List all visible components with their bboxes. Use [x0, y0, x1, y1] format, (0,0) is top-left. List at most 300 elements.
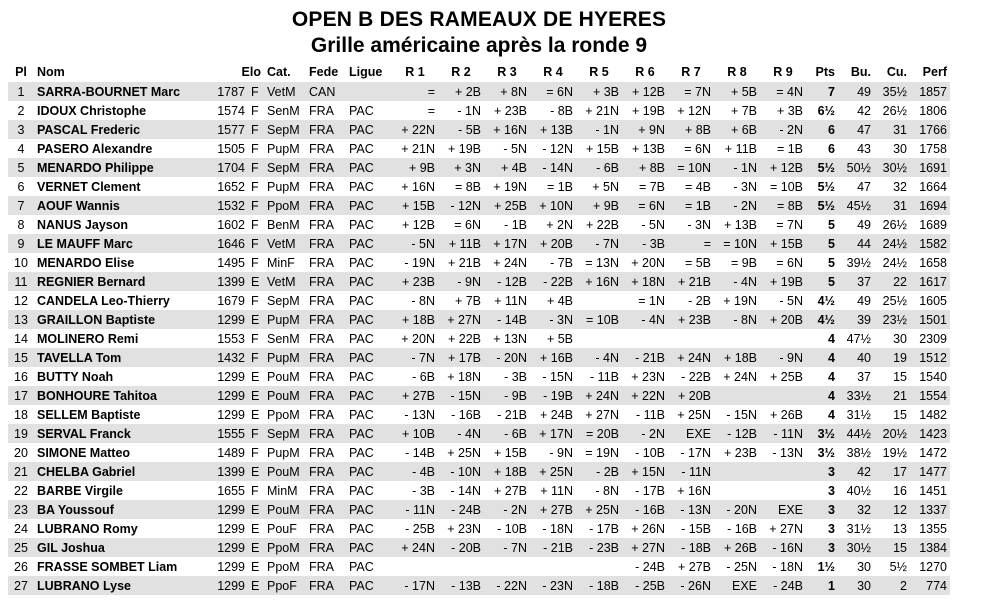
cell-name: NANUS Jayson [37, 217, 128, 232]
cell-elo: 1399 [208, 462, 248, 481]
cell-round-5: = 19N [585, 445, 619, 460]
cell-round-8: - 1N [714, 158, 760, 177]
cell-round-9: - 5N [779, 293, 803, 308]
cell-buchholz: 38½ [846, 445, 871, 460]
cell-round-7: - 18B [668, 538, 714, 557]
table-row [8, 424, 950, 443]
cell-federation: FRA [309, 559, 334, 574]
cell-buchholz: 50½ [838, 158, 874, 177]
cell-round-2: - 1N [457, 103, 481, 118]
table-row [8, 82, 950, 101]
cell-name: SARRA-BOURNET Marc [34, 82, 208, 101]
cell-round-6: + 19B [631, 103, 665, 118]
cell-cumulative: 31 [874, 196, 910, 215]
cell-round-4: + 2N [546, 217, 573, 232]
cell-round-2: - 20B [438, 538, 484, 557]
cell-round-1 [392, 557, 438, 576]
cell-elo: 1299 [217, 521, 245, 536]
cell-round-2: = 6N [454, 217, 481, 232]
cell-round-7: = 7N [668, 82, 714, 101]
cell-cumulative: 12 [874, 500, 910, 519]
cell-category: PupM [267, 445, 300, 460]
cell-round-6: + 23N [631, 369, 665, 384]
cell-performance: 1355 [919, 521, 947, 536]
cell-elo-flag: F [248, 158, 264, 177]
cell-category: PouM [264, 386, 306, 405]
cell-buchholz: 40 [838, 348, 874, 367]
cell-points: 3 [806, 462, 838, 481]
cell-round-3: - 9B [484, 386, 530, 405]
cell-points: 3½ [806, 424, 838, 443]
cell-round-9: + 26B [769, 407, 803, 422]
cell-buchholz: 47½ [846, 331, 871, 346]
cell-federation: FRA [309, 407, 334, 422]
cell-round-4 [530, 557, 576, 576]
cell-cumulative: 25½ [882, 293, 907, 308]
cell-performance: 1451 [919, 483, 947, 498]
header-perf: Perf [922, 65, 947, 79]
cell-points: 3 [806, 538, 838, 557]
cell-round-5: - 4N [576, 348, 622, 367]
cell-performance: 1501 [910, 310, 950, 329]
cell-round-5: + 27N [585, 407, 619, 422]
cell-buchholz: 31½ [846, 521, 871, 536]
cell-round-8: + 11B [724, 141, 757, 156]
cell-federation: FRA [306, 500, 346, 519]
cell-round-3: - 6B [484, 424, 530, 443]
cell-round-7: + 20B [668, 386, 714, 405]
cell-name: CANDELA Leo-Thierry [37, 293, 170, 308]
cell-federation: FRA [309, 179, 334, 194]
cell-category: PpoM [267, 407, 300, 422]
cell-round-5 [576, 329, 622, 348]
cell-round-3: + 16N [484, 120, 530, 139]
cell-round-5: - 6B [576, 158, 622, 177]
cell-elo-flag: E [248, 538, 264, 557]
cell-round-1: + 24N [392, 538, 438, 557]
cell-round-7 [668, 329, 714, 348]
cell-cumulative: 32 [893, 179, 907, 194]
cell-round-8: + 19N [723, 293, 757, 308]
cell-performance: 1270 [919, 559, 947, 574]
cell-round-8: - 16B [727, 521, 757, 536]
cell-round-3: - 7N [484, 538, 530, 557]
cell-round-5: - 1N [576, 120, 622, 139]
header-r6: R 6 [635, 65, 655, 79]
cell-round-9: + 25B [769, 369, 803, 384]
cell-place: 14 [14, 331, 28, 346]
table-row [8, 120, 950, 139]
cell-round-4: - 14N [530, 158, 576, 177]
cell-round-2: + 17B [438, 348, 484, 367]
cell-name: AOUF Wannis [34, 196, 208, 215]
cell-points: 6 [828, 141, 835, 156]
cell-cumulative: 23½ [874, 310, 910, 329]
cell-category: PouF [267, 521, 297, 536]
table-row [8, 253, 950, 272]
cell-round-4: - 22B [530, 272, 576, 291]
cell-cumulative: 5½ [889, 559, 907, 574]
cell-buchholz: 37 [857, 369, 871, 384]
cell-round-1: + 22N [392, 120, 438, 139]
cell-round-5: - 8N [595, 483, 619, 498]
cell-round-3: - 21B [497, 407, 527, 422]
cell-place: 19 [8, 424, 34, 443]
cell-round-8: + 24N [723, 369, 757, 384]
cell-league: PAC [349, 559, 374, 574]
cell-buchholz: 33½ [838, 386, 874, 405]
cell-round-7: + 8B [668, 120, 714, 139]
cell-round-2: + 11B [438, 234, 484, 253]
cell-round-6: - 10B [635, 445, 665, 460]
cell-elo: 1652 [217, 179, 245, 194]
cell-round-8: - 8N [714, 310, 760, 329]
cell-elo-flag: F [251, 179, 259, 194]
cell-name: MENARDO Philippe [34, 158, 208, 177]
cell-round-9: = 8B [760, 196, 806, 215]
cell-round-5 [576, 291, 622, 310]
cell-round-2: - 14N [450, 483, 481, 498]
cell-round-9: - 24B [760, 576, 806, 595]
cell-round-1: - 7N [392, 348, 438, 367]
cell-league: PAC [346, 234, 392, 253]
cell-round-2: - 4N [438, 424, 484, 443]
cell-round-3: - 20N [484, 348, 530, 367]
cell-round-6: + 27N [622, 538, 668, 557]
cell-category: PpoM [267, 559, 300, 574]
cell-performance: 1617 [910, 272, 950, 291]
cell-name: VERNET Clement [37, 179, 141, 194]
cell-elo: 1399 [208, 272, 248, 291]
cell-round-7: - 13N [668, 500, 714, 519]
cell-category: SepM [264, 120, 306, 139]
header-r2: R 2 [451, 65, 471, 79]
cell-points: 5 [828, 255, 835, 270]
cell-round-5: - 17B [589, 521, 619, 536]
cell-federation: FRA [309, 521, 334, 536]
cell-name: CHELBA Gabriel [34, 462, 208, 481]
table-row [8, 139, 950, 158]
cell-place: 16 [14, 369, 28, 384]
cell-round-9: = 4N [760, 82, 806, 101]
table-row [8, 310, 950, 329]
table-row [8, 291, 950, 310]
cell-performance: 1554 [910, 386, 950, 405]
cell-round-3: + 8N [484, 82, 530, 101]
cell-league: PAC [349, 445, 374, 460]
cell-round-3: - 5N [503, 141, 527, 156]
cell-round-1: + 12B [401, 217, 435, 232]
cell-elo: 1577 [208, 120, 248, 139]
cell-performance: 1605 [919, 293, 947, 308]
cell-round-8: - 15N [726, 407, 757, 422]
cell-round-8: - 12B [714, 424, 760, 443]
cell-cumulative: 30 [893, 141, 907, 156]
cell-round-8: + 6B [714, 120, 760, 139]
page-title: OPEN B DES RAMEAUX DE HYERES [291, 8, 667, 31]
cell-round-1: - 4B [392, 462, 438, 481]
table-row [8, 443, 950, 462]
cell-league: PAC [349, 407, 374, 422]
cell-category: PupM [267, 141, 300, 156]
cell-place: 22 [14, 483, 28, 498]
cell-elo: 1299 [217, 369, 245, 384]
cell-round-4: + 24B [539, 407, 573, 422]
cell-round-7: = [668, 234, 714, 253]
cell-round-2: - 9N [438, 272, 484, 291]
cell-round-4: + 16B [530, 348, 576, 367]
cell-round-7: = 6N [684, 141, 711, 156]
cell-name: REGNIER Bernard [34, 272, 208, 291]
cell-category: PupM [264, 310, 306, 329]
cell-league: PAC [346, 120, 392, 139]
cell-elo-flag: F [251, 217, 259, 232]
cell-elo: 1495 [217, 255, 245, 270]
header-pl: Pl [15, 65, 27, 79]
cell-elo-flag: F [248, 348, 264, 367]
cell-round-3: - 14B [484, 310, 530, 329]
cell-elo-flag: E [248, 272, 264, 291]
cell-federation: FRA [309, 369, 334, 384]
cell-round-4: + 13B [530, 120, 576, 139]
table-row [8, 234, 950, 253]
cell-round-1: + 16N [401, 179, 435, 194]
cell-round-7: - 11N [668, 462, 714, 481]
cell-round-6: = 7B [638, 179, 665, 194]
cell-category: PupM [267, 179, 300, 194]
cell-place: 24 [14, 521, 28, 536]
header-r3: R 3 [497, 65, 517, 79]
cell-cumulative: 19 [874, 348, 910, 367]
cell-cumulative: 31 [874, 120, 910, 139]
cell-elo-flag: F [251, 483, 259, 498]
cell-league: PAC [346, 538, 392, 557]
cell-round-4: + 11N [540, 483, 573, 498]
cell-category: MinF [267, 255, 295, 270]
cell-elo-flag: E [248, 500, 264, 519]
cell-round-4: + 4B [546, 293, 573, 308]
cell-points: 5½ [806, 158, 838, 177]
cell-buchholz: 37 [838, 272, 874, 291]
cell-round-6: - 25B [622, 576, 668, 595]
cell-league: PAC [346, 158, 392, 177]
cell-points: 5 [806, 234, 838, 253]
cell-round-9: + 15B [760, 234, 806, 253]
cell-round-1: - 3B [412, 483, 435, 498]
cell-place: 18 [14, 407, 28, 422]
cell-round-6: - 17B [635, 483, 665, 498]
cell-round-4: + 25N [530, 462, 576, 481]
cell-round-5: + 22B [585, 217, 619, 232]
cell-points: 5 [806, 272, 838, 291]
cell-league: PAC [346, 462, 392, 481]
cell-federation: FRA [306, 348, 346, 367]
cell-federation: FRA [306, 272, 346, 291]
cell-round-8: - 4N [714, 272, 760, 291]
cell-round-6: + 8B [622, 158, 668, 177]
cell-performance: 1512 [910, 348, 950, 367]
cell-federation: FRA [306, 386, 346, 405]
cell-round-9: = 10B [769, 179, 803, 194]
cell-round-9: - 2N [760, 120, 806, 139]
cell-round-2: + 21B [447, 255, 481, 270]
cell-cumulative: 13 [893, 521, 907, 536]
cell-round-2: + 25N [447, 445, 481, 460]
cell-round-9: + 3B [776, 103, 803, 118]
cell-federation: CAN [306, 82, 346, 101]
cell-league: PAC [349, 331, 374, 346]
cell-round-4: - 23N [530, 576, 576, 595]
table-row [8, 481, 950, 500]
cell-round-4: - 3N [530, 310, 576, 329]
cell-round-1: + 9B [392, 158, 438, 177]
cell-buchholz: 42 [857, 103, 871, 118]
cell-buchholz: 44 [838, 234, 874, 253]
cell-performance: 1857 [910, 82, 950, 101]
cell-round-4: - 9N [549, 445, 573, 460]
table-row [8, 557, 950, 576]
cell-round-1: - 5N [392, 234, 438, 253]
cell-place: 3 [8, 120, 34, 139]
cell-elo-flag: F [248, 234, 264, 253]
page-subtitle: Grille américaine après la ronde 9 [310, 34, 648, 57]
cell-round-9: EXE [760, 500, 806, 519]
table-row [8, 101, 950, 120]
cell-points: 1½ [817, 559, 835, 574]
cell-league: PAC [346, 310, 392, 329]
cell-buchholz: 42 [838, 462, 874, 481]
cell-round-3: + 25B [484, 196, 530, 215]
cell-round-1: + 21N [401, 141, 435, 156]
table-row [8, 196, 950, 215]
cell-category: PpoM [264, 196, 306, 215]
header-bu: Bu. [850, 65, 871, 79]
cell-round-9: + 12B [760, 158, 806, 177]
cell-performance: 1806 [919, 103, 947, 118]
cell-round-6: - 16B [622, 500, 668, 519]
cell-round-8 [714, 329, 760, 348]
cell-performance: 2309 [919, 331, 947, 346]
cell-round-6: - 11B [636, 407, 665, 422]
cell-round-8: + 13B [723, 217, 757, 232]
cell-league: PAC [346, 500, 392, 519]
cell-category: PpoF [264, 576, 306, 595]
cell-elo: 1299 [217, 407, 245, 422]
cell-round-5: - 2B [576, 462, 622, 481]
cell-league: PAC [349, 141, 374, 156]
cell-round-2: + 27N [438, 310, 484, 329]
cell-category: SenM [267, 103, 300, 118]
cell-round-7: EXE [668, 424, 714, 443]
cell-round-6: - 2N [622, 424, 668, 443]
cell-round-6: + 20N [631, 255, 665, 270]
cell-name: SIMONE Matteo [37, 445, 131, 460]
cell-round-9: + 20B [760, 310, 806, 329]
cell-round-9: = 1B [776, 141, 803, 156]
cell-buchholz: 43 [857, 141, 871, 156]
cell-name: SELLEM Baptiste [37, 407, 141, 422]
header-cu: Cu. [886, 65, 907, 79]
cell-elo-flag: F [251, 103, 259, 118]
header-r4: R 4 [543, 65, 563, 79]
cell-elo: 1299 [208, 538, 248, 557]
cell-elo: 1646 [208, 234, 248, 253]
cell-round-5: + 5N [592, 179, 619, 194]
cell-elo: 1704 [208, 158, 248, 177]
cell-round-3: + 18B [484, 462, 530, 481]
cell-cumulative: 22 [874, 272, 910, 291]
cell-category: VetM [264, 234, 306, 253]
cell-round-7: = 4B [684, 179, 711, 194]
cell-league: PAC [349, 483, 374, 498]
cell-place: 1 [8, 82, 34, 101]
table-row [8, 215, 950, 234]
table-row [8, 462, 950, 481]
cell-name: BUTTY Noah [37, 369, 114, 384]
cell-league: PAC [349, 521, 374, 536]
cell-round-3: + 23B [493, 103, 527, 118]
cell-name: BARBE Virgile [37, 483, 123, 498]
cell-elo-flag: F [248, 120, 264, 139]
cell-round-1: = [427, 103, 435, 118]
cell-cumulative: 26½ [882, 103, 907, 118]
cell-category: PouM [264, 500, 306, 519]
cell-federation: FRA [309, 141, 334, 156]
cell-round-8: - 3N [733, 179, 757, 194]
cell-elo-flag: E [251, 559, 260, 574]
cell-elo: 1489 [217, 445, 245, 460]
cell-round-4: - 12N [542, 141, 573, 156]
cell-round-3: + 4B [484, 158, 530, 177]
cell-round-3: + 24N [493, 255, 527, 270]
cell-points: 1 [806, 576, 838, 595]
cell-round-9: - 11N [760, 424, 806, 443]
cell-round-7: - 2B [688, 293, 711, 308]
cell-place: 5 [8, 158, 34, 177]
cell-performance: 1472 [919, 445, 947, 460]
table-row [8, 367, 950, 386]
cell-cumulative: 15 [893, 369, 907, 384]
cell-round-7: + 25N [677, 407, 711, 422]
cell-round-6: + 15N [622, 462, 668, 481]
cell-round-4: = 1B [546, 179, 573, 194]
cell-round-2: = 8B [454, 179, 481, 194]
cell-performance: 1337 [910, 500, 950, 519]
cell-round-4: + 5B [546, 331, 573, 346]
cell-elo: 1505 [217, 141, 245, 156]
cell-round-8: + 18B [714, 348, 760, 367]
cell-category: BenM [267, 217, 300, 232]
cell-round-1: + 20N [401, 331, 435, 346]
cell-points: 6 [806, 120, 838, 139]
cell-place: 15 [8, 348, 34, 367]
cell-round-1: - 14B [405, 445, 435, 460]
cell-elo-flag: F [248, 424, 264, 443]
cell-round-7: + 23B [668, 310, 714, 329]
cell-round-1: + 27B [392, 386, 438, 405]
cell-round-4: - 15N [542, 369, 573, 384]
cell-round-2: + 7B [454, 293, 481, 308]
cell-name: PASERO Alexandre [37, 141, 153, 156]
cell-round-6: - 4N [622, 310, 668, 329]
cell-league: PAC [346, 272, 392, 291]
cell-round-5: + 24N [576, 386, 622, 405]
cell-round-7: + 12N [677, 103, 711, 118]
cell-performance: 1758 [919, 141, 947, 156]
cell-cumulative: 30 [893, 331, 907, 346]
cell-round-4: - 18N [542, 521, 573, 536]
cell-league: PAC [346, 386, 392, 405]
